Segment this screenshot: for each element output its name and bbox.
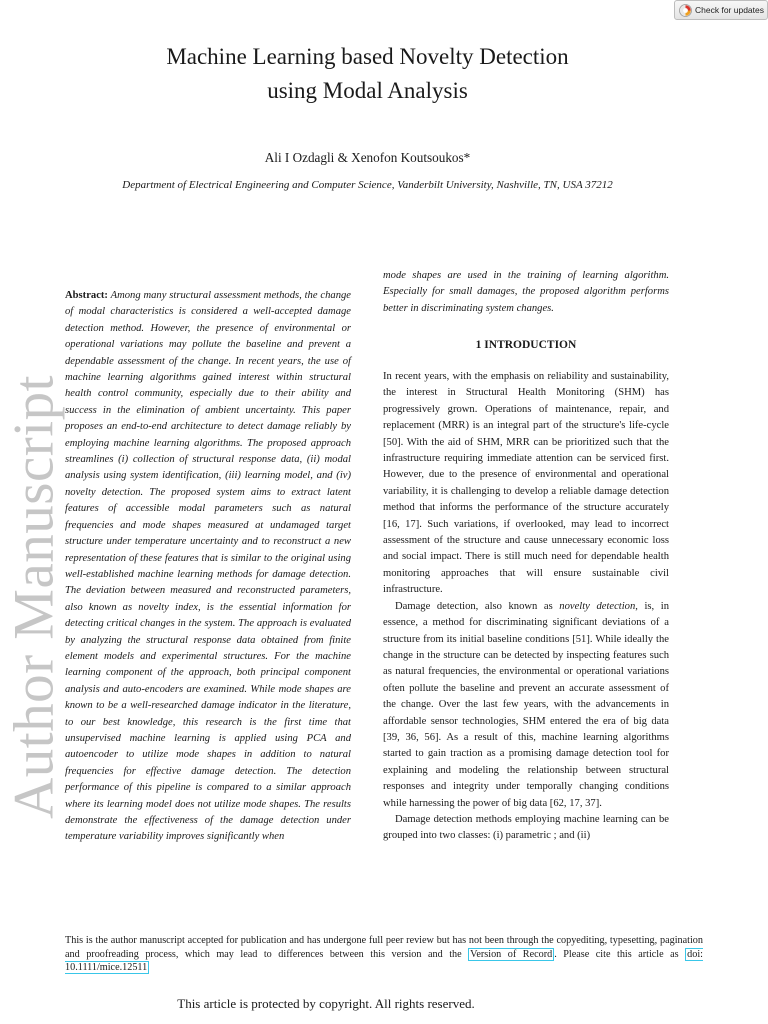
crossmark-icon	[679, 4, 692, 17]
notice-text-2: . Please cite this article as	[554, 948, 686, 960]
author-manuscript-watermark: Author Manuscript	[2, 375, 66, 819]
author-list: Ali I Ozdagli & Xenofon Koutsoukos*	[264, 150, 471, 165]
intro-paragraph-2-start: Damage detection, also known as	[395, 600, 560, 612]
paper-title	[0, 40, 735, 108]
abstract	[65, 288, 351, 846]
intro-paragraph-1: In recent years, with the emphasis on reliability and sustainability, the interest in Structural Health Monitoring (SHM) has progressively grown. Operations of maintenance, repair, and replacement (MRR) is an integral part of the structure's life-cycle [50]. With the aid of SHM, MRR can be prioritized such that the infrastructure requiring immediate attention can be serviced first. However, due to the presence of environmental and operational variability, it is challenging to develop a reliable damage detection method that informs the performance of the structure accurately [16, 17]. Such variations, if overlooked, may lead to incorrect assessment of the structure and cause unnecessary economic loss and social impact. There is still much need for dependable health monitoring approaches that will ensure sustainable civil infrastructure.	[383, 371, 669, 596]
section-heading-introduction: 1 INTRODUCTION	[475, 339, 577, 351]
version-of-record-link[interactable]: Version of Record	[470, 948, 553, 960]
check-for-updates-button[interactable]	[674, 0, 768, 20]
intro-paragraph-3: Damage detection methods employing machine learning can be grouped into two classes: (i) parametric ; and (ii)	[383, 813, 669, 842]
notice-text-1: This is the author manuscript accepted for publication and has undergone full peer review but has not been through the copyediting, typesetting, pagination and proofreading process, which may lead to differences between this version and the	[65, 935, 703, 960]
abstract-text: Among many structural assessment methods, the change of modal characteristics is considered a well-accepted damage detection method. However, the presence of environmental or operational variations may pollute the baseline and prevent a dependable assessment of the change. In recent years, the use of machine learning algorithms gained interest within structural health control community, especially due to their ability and success in the elimination of ambient uncertainty. This paper proposes an end-to-end architecture to detect damage reliably by employing machine learning algorithms. The proposed approach streamlines (i) collection of structural response data, (ii) modal analysis using system identification, (iii) learning model, and (iv) novelty detection. The proposed system aims to extract latent features of accessible modal parameters such as natural frequencies and mode shapes measured at undamaged target structure under temperature uncertainty and to reconstruct a new representation of these features that is similar to the original using well-established machine learning methods for damage detection. The deviation between measured and reconstructed parameters, also known as novelty index, is the essential information for detecting critical changes in the system. The approach is evaluated by analyzing the structural response data obtained from finite element models and experimental structures. For the machine learning component of the approach, both principal component analysis and auto-encoders are examined. While mode shapes are known to be a well-researched damage indicator in the literature, to our best knowledge, this research is the first time that unsupervised machine learning is applied using PCA and autoencoder to utilize mode shapes in addition to natural frequencies for effective damage detection. The detection performance of this pipeline is compared to a similar approach where its learning model does not utilize mode shapes. The results demonstrate the effectiveness of the damage detection under temperature variability improves significantly when	[65, 290, 351, 843]
intro-paragraph-2-rest: , is, in essence, a method for discriminating significant deviations of a structure from its initial baseline conditions [51]. While ideally the change in the structure can be detected by inspecting features such as natural frequencies, the environmental or operational variations often pollute the baseline and prevent an accurate assessment of the change. Over the last few years, with the advancements in affordable sensor technologies, SHM entered the era of big data [39, 36, 56]. As a result of this, machine learning algorithms started to gain traction as a promising damage detection tool for explaining and modeling the relationship between structural responses and integrity under temporally changing conditions while harnessing the power of big data [62, 17, 37].	[383, 600, 670, 809]
title-line-2: using Modal Analysis	[267, 78, 468, 103]
introduction-body	[383, 369, 669, 845]
copyright-notice: This article is protected by copyright. All rights reserved.	[177, 996, 475, 1011]
check-for-updates-label: Check for updates	[695, 5, 764, 15]
abstract-label: Abstract:	[65, 290, 108, 301]
intro-paragraph-2	[383, 599, 669, 812]
abstract-continuation: mode shapes are used in the training of learning algorithm. Especially for small damages, the proposed algorithm performs better in discriminating system changes.	[383, 270, 669, 314]
novelty-detection-term: novelty detection	[559, 600, 636, 612]
title-line-1: Machine Learning based Novelty Detection	[166, 44, 569, 69]
doi-link[interactable]: doi: 10.1111/mice.12511	[65, 948, 704, 974]
affiliation: Department of Electrical Engineering and Computer Science, Vanderbilt University, Nashville, TN, USA 37212	[122, 179, 613, 191]
manuscript-notice	[65, 934, 703, 975]
